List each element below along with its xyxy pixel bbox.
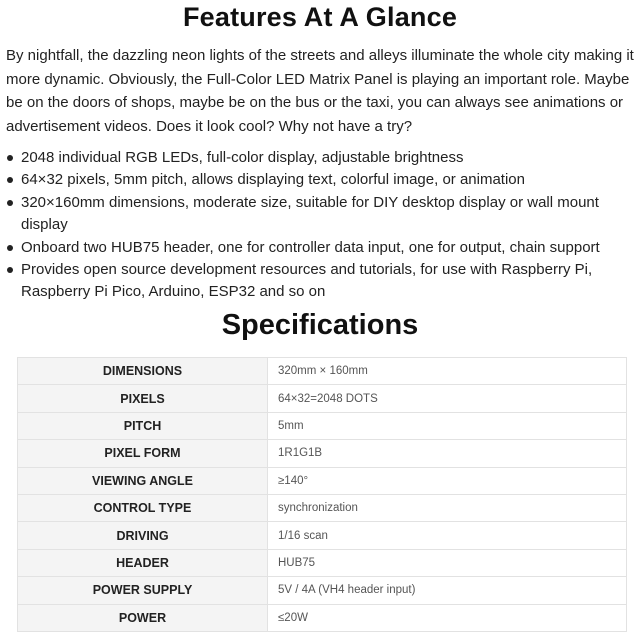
spec-label: POWER xyxy=(18,604,268,631)
spec-label: POWER SUPPLY xyxy=(18,577,268,604)
spec-value: HUB75 xyxy=(268,549,627,576)
table-row xyxy=(18,604,627,631)
feature-item: 2048 individual RGB LEDs, full-color display, adjustable brightness xyxy=(6,147,636,169)
spec-label: PIXEL FORM xyxy=(18,440,268,467)
specifications-title: Specifications xyxy=(221,309,419,341)
features-title: Features At A Glance xyxy=(182,2,458,32)
feature-item: 64×32 pixels, 5mm pitch, allows displaying text, colorful image, or animation xyxy=(6,169,636,191)
feature-item: Provides open source development resources and tutorials, for use with Raspberry Pi, Raspberry Pi Pico, Arduino, ESP32 and so on xyxy=(6,259,636,304)
specifications-table xyxy=(17,357,627,632)
table-row xyxy=(18,549,627,576)
spec-value: 5mm xyxy=(268,412,627,439)
table-row xyxy=(18,467,627,494)
spec-label: PITCH xyxy=(18,412,268,439)
spec-label: DRIVING xyxy=(18,522,268,549)
table-row xyxy=(18,385,627,412)
spec-label: PIXELS xyxy=(18,385,268,412)
spec-value: ≤20W xyxy=(268,604,627,631)
feature-item: Onboard two HUB75 header, one for controller data input, one for output, chain support xyxy=(6,237,636,259)
spec-label: VIEWING ANGLE xyxy=(18,467,268,494)
table-row xyxy=(18,577,627,604)
table-row xyxy=(18,494,627,521)
spec-value: 5V / 4A (VH4 header input) xyxy=(268,577,627,604)
spec-value: ≥140° xyxy=(268,467,627,494)
feature-item: 320×160mm dimensions, moderate size, suitable for DIY desktop display or wall mount display xyxy=(6,192,636,237)
features-list xyxy=(6,147,636,304)
spec-value: 1/16 scan xyxy=(268,522,627,549)
table-row xyxy=(18,440,627,467)
table-row xyxy=(18,522,627,549)
table-row xyxy=(18,412,627,439)
features-intro: By nightfall, the dazzling neon lights of the streets and alleys illuminate the whole city making it more dynamic. Obviously, the Full-Color LED Matrix Panel is playing an important role. Maybe be on the doors of shops, maybe be on the bus or the taxi, you can always see animations or advertisement videos. Does it look cool? Why not have a try? xyxy=(6,47,634,135)
spec-label: HEADER xyxy=(18,549,268,576)
table-row xyxy=(18,358,627,385)
spec-value: synchronization xyxy=(268,494,627,521)
spec-value: 320mm × 160mm xyxy=(268,358,627,385)
spec-label: DIMENSIONS xyxy=(18,358,268,385)
spec-value: 64×32=2048 DOTS xyxy=(268,385,627,412)
spec-label: CONTROL TYPE xyxy=(18,494,268,521)
spec-value: 1R1G1B xyxy=(268,440,627,467)
